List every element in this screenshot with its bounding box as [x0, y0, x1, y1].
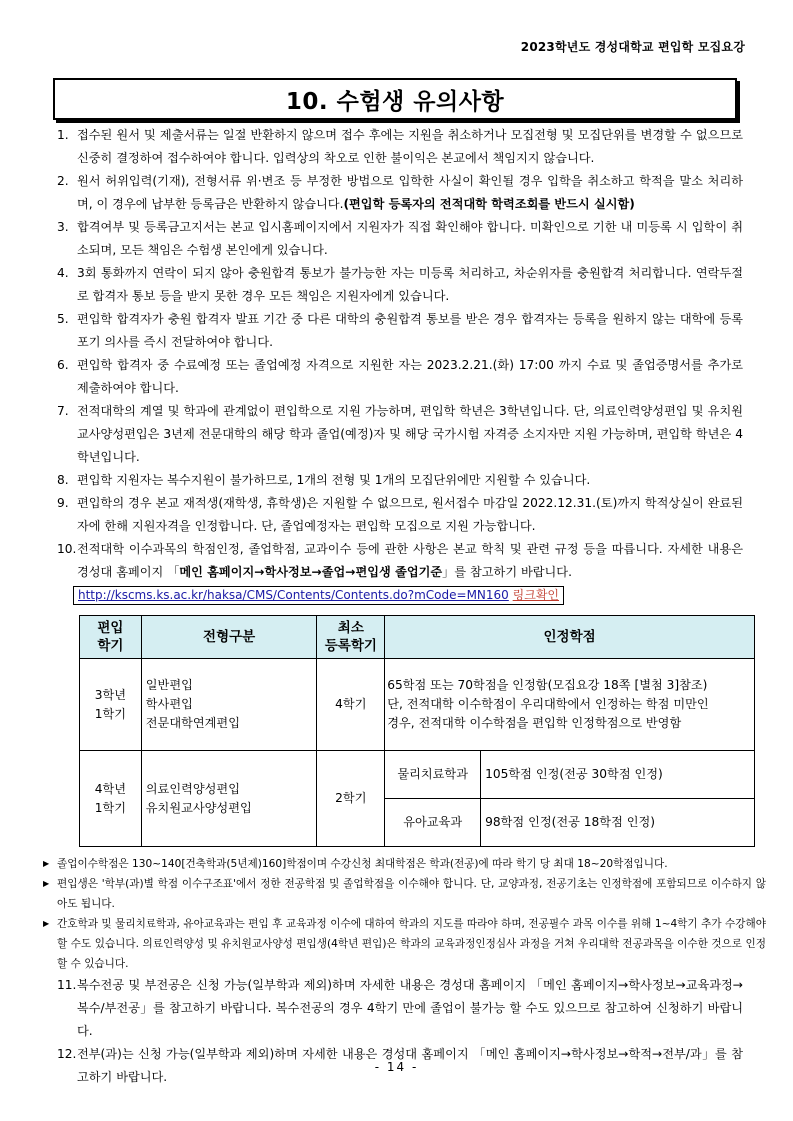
- table-row: [80, 659, 755, 751]
- table-header-row: [80, 616, 755, 659]
- item-text-after: 」를 참고하기 바랍니다.: [442, 565, 572, 579]
- item-bold-text: (편입학 등록자의 전적대학 학력조회를 반드시 실시함): [343, 197, 635, 211]
- item-text: 복수전공 및 부전공은 신청 가능(일부학과 제외)하며 자세한 내용은 경성대 홈페이지 「메인 홈페이지→학사정보→교육과정→복수/부전공」를 참고하기 바랍니다. 복수전공의 경우 4학기 만에 졸업이 불가능 할 수도 있으므로 참고하여 신청하기 바랍니다.: [77, 978, 743, 1038]
- item-text: 편입학의 경우 본교 재적생(재학생, 휴학생)은 지원할 수 없으므로, 원서접수 마감일 2022.12.31.(토)까지 학적상실이 완료된 자에 한해 지원자격을 인정합니다. 단, 졸업예정자는 편입학 모집으로 지원 가능합니다.: [77, 496, 743, 533]
- item-number: 12.: [57, 1047, 77, 1061]
- item-number: 3.: [57, 220, 69, 234]
- sub-dept: 유아교육과: [385, 799, 481, 847]
- link-box: [73, 586, 564, 605]
- triangle-bullet-icon: ▶: [43, 859, 50, 868]
- item-number: 8.: [57, 473, 69, 487]
- item-number: 6.: [57, 358, 69, 372]
- notice-item-5: [53, 308, 743, 354]
- item-text: 편입학 지원자는 복수지원이 불가하므로, 1개의 전형 및 1개의 모집단위에만 지원할 수 있습니다.: [77, 473, 591, 487]
- credit-line: 65학점 또는 70학점을 인정함(모집요강 18쪽 [별첨 3]참조): [387, 678, 708, 692]
- sub-dept: 물리치료학과: [385, 751, 481, 799]
- item-text: 합격여부 및 등록금고지서는 본교 입시홈페이지에서 지원자가 직접 확인해야 합니다. 미확인으로 기한 내 미등록 시 입학이 취소되며, 모든 책임은 수험생 본인에게 있습니다.: [77, 220, 743, 257]
- notice-list: [43, 124, 766, 1089]
- item-text: 원서 허위입력(기재), 전형서류 위·변조 등 부정한 방법으로 입학한 사실이 확인될 경우 입학을 취소하고 학적을 말소 처리하며, 이 경우에 납부한 등록금은 반환하지 않습니다.: [77, 174, 743, 211]
- type-item: 일반편입: [145, 678, 193, 692]
- item-text: 접수된 원서 및 제출서류는 일절 반환하지 않으며 접수 후에는 지원을 취소하거나 모집전형 및 모집단위를 변경할 수 없으므로 신중히 결정하여 접수하여야 합니다. 입력상의 착오로 인한 불이익은 본교에서 책임지지 않습니다.: [77, 128, 743, 165]
- notes-list: [43, 854, 766, 974]
- note-item: [43, 874, 766, 914]
- credit-line: 경우, 전적대학 이수학점을 편입학 인정학점으로 반영함: [387, 716, 682, 730]
- note-item: [43, 854, 766, 874]
- note-text: 졸업이수학점은 130~140[건축학과(5년제)160]학점이며 수강신청 최대학점은 학과(전공)에 따라 학기 당 최대 18~20학점입니다.: [57, 858, 668, 870]
- type-item: 전문대학연계편입: [145, 716, 240, 730]
- header-grade: 편입 학기: [80, 616, 142, 659]
- item-number: 1.: [57, 128, 69, 142]
- item-number: 7.: [57, 404, 69, 418]
- note-text: 편입생은 '학부(과)별 학점 이수구조표'에서 정한 전공학점 및 졸업학점을 이수해야 합니다. 단, 교양과정, 전공기초는 인정학점에 포함되므로 이수하지 않아도 됩니다.: [57, 878, 766, 910]
- credit-line: 단, 전적대학 이수학점이 우리대학에서 인정하는 학점 미만인: [387, 697, 709, 711]
- credit-table: [79, 615, 755, 847]
- row-credits: [385, 659, 755, 751]
- sub-credit: 105학점 인정(전공 30학점 인정): [481, 751, 755, 799]
- note-text: 간호학과 및 물리치료학과, 유아교육과는 편입 후 교육과정 이수에 대하여 학과의 지도를 따라야 하며, 전공필수 과목 이수를 위해 1~4학기 추가 수강해야 할 수도 있습니다. 의료인력양성 및 유치원교사양성 편입생(4학년 편입)은 학과의 교육과정인정심사 과정을 거쳐 우리대학 전공과목을 이수한 것으로 인정할 수 있습니다.: [57, 918, 766, 970]
- item-number: 9.: [57, 496, 69, 510]
- notice-item-1: [53, 124, 743, 170]
- table-row: [80, 751, 755, 799]
- item-text: 3회 통화까지 연락이 되지 않아 충원합격 통보가 불가능한 자는 미등록 처리하고, 차순위자를 충원합격 처리합니다. 연락두절로 합격자 통보 등을 받지 못한 경우 모든 책임은 지원자에게 있습니다.: [77, 266, 743, 303]
- notice-item-10: [43, 538, 766, 974]
- row-types: [141, 659, 317, 751]
- row-min-semester: 2학기: [317, 751, 385, 847]
- row-min-semester: 4학기: [317, 659, 385, 751]
- notice-item-8: [53, 469, 743, 492]
- row-grade: 3학년 1학기: [80, 659, 142, 751]
- notice-item-2: [53, 170, 743, 216]
- item-bold-text: 메인 홈페이지→학사정보→졸업→편입생 졸업기준: [179, 565, 443, 579]
- header-type: 전형구분: [141, 616, 317, 659]
- item-number: 10.: [57, 542, 77, 556]
- item-text: 편입학 합격자가 충원 합격자 발표 기간 중 다른 대학의 충원합격 통보를 받은 경우 합격자는 등록을 원하지 않는 대학에 등록포기 의사를 즉시 전달하여야 합니다.: [77, 312, 743, 349]
- notice-item-9: [53, 492, 743, 538]
- header-credits: 인정학점: [385, 616, 755, 659]
- header-min-semester: 최소 등록학기: [317, 616, 385, 659]
- item-number: 4.: [57, 266, 69, 280]
- graduation-url-link[interactable]: http://kscms.ks.ac.kr/haksa/CMS/Contents/Contents.do?mCode=MN160: [78, 588, 509, 602]
- item-number: 2.: [57, 174, 69, 188]
- type-item: 유치원교사양성편입: [145, 800, 252, 815]
- document-header-title: 2023학년도 경성대학교 편입학 모집요강: [520, 40, 745, 54]
- item-text: 편입학 합격자 중 수료예정 또는 졸업예정 자격으로 지원한 자는 2023.2.21.(화) 17:00 까지 수료 및 졸업증명서를 추가로 제출하여야 합니다.: [77, 358, 743, 395]
- notice-item-4: [53, 262, 743, 308]
- sub-credit: 98학점 인정(전공 18학점 인정): [481, 799, 755, 847]
- type-item: 학사편입: [145, 697, 193, 711]
- section-title-box: [53, 78, 737, 120]
- link-check-label[interactable]: 링크확인: [512, 588, 560, 602]
- notice-item-7: [53, 400, 743, 469]
- notice-item-3: [53, 216, 743, 262]
- row-types: [141, 751, 317, 847]
- item-number: 11.: [57, 978, 77, 992]
- triangle-bullet-icon: ▶: [43, 919, 50, 928]
- page-number: - 14 -: [374, 1060, 419, 1074]
- section-title: 10. 수험생 유의사항: [285, 88, 505, 115]
- row-grade: 4학년 1학기: [80, 751, 142, 847]
- item-text: 전적대학의 계열 및 학과에 관계없이 편입학으로 지원 가능하며, 편입학 학년은 3학년입니다. 단, 의료인력양성편입 및 유치원교사양성편입은 3년제 전문대학의 해당 학과 졸업(예정)자 및 해당 국가시험 자격증 소지자만 지원 가능하며, 편입학 학년은 4학년입니다.: [77, 404, 743, 464]
- notice-item-11: [53, 974, 743, 1043]
- notice-item-6: [53, 354, 743, 400]
- type-item: 의료인력양성편입: [145, 781, 240, 796]
- triangle-bullet-icon: ▶: [43, 879, 50, 888]
- item-text: 전적대학 이수과목의 학점인정, 졸업학점, 교과이수 등에 관한 사항은 본교 학칙 및 관련 규정 등을 따릅니다. 자세한 내용은 경성대 홈페이지 「: [77, 542, 743, 579]
- item-number: 5.: [57, 312, 69, 326]
- note-item: [43, 914, 766, 974]
- item-text: 전부(과)는 신청 가능(일부학과 제외)하며 자세한 내용은 경성대 홈페이지 「메인 홈페이지→학사정보→학적→전부/과」를 참고하기 바랍니다.: [77, 1047, 743, 1084]
